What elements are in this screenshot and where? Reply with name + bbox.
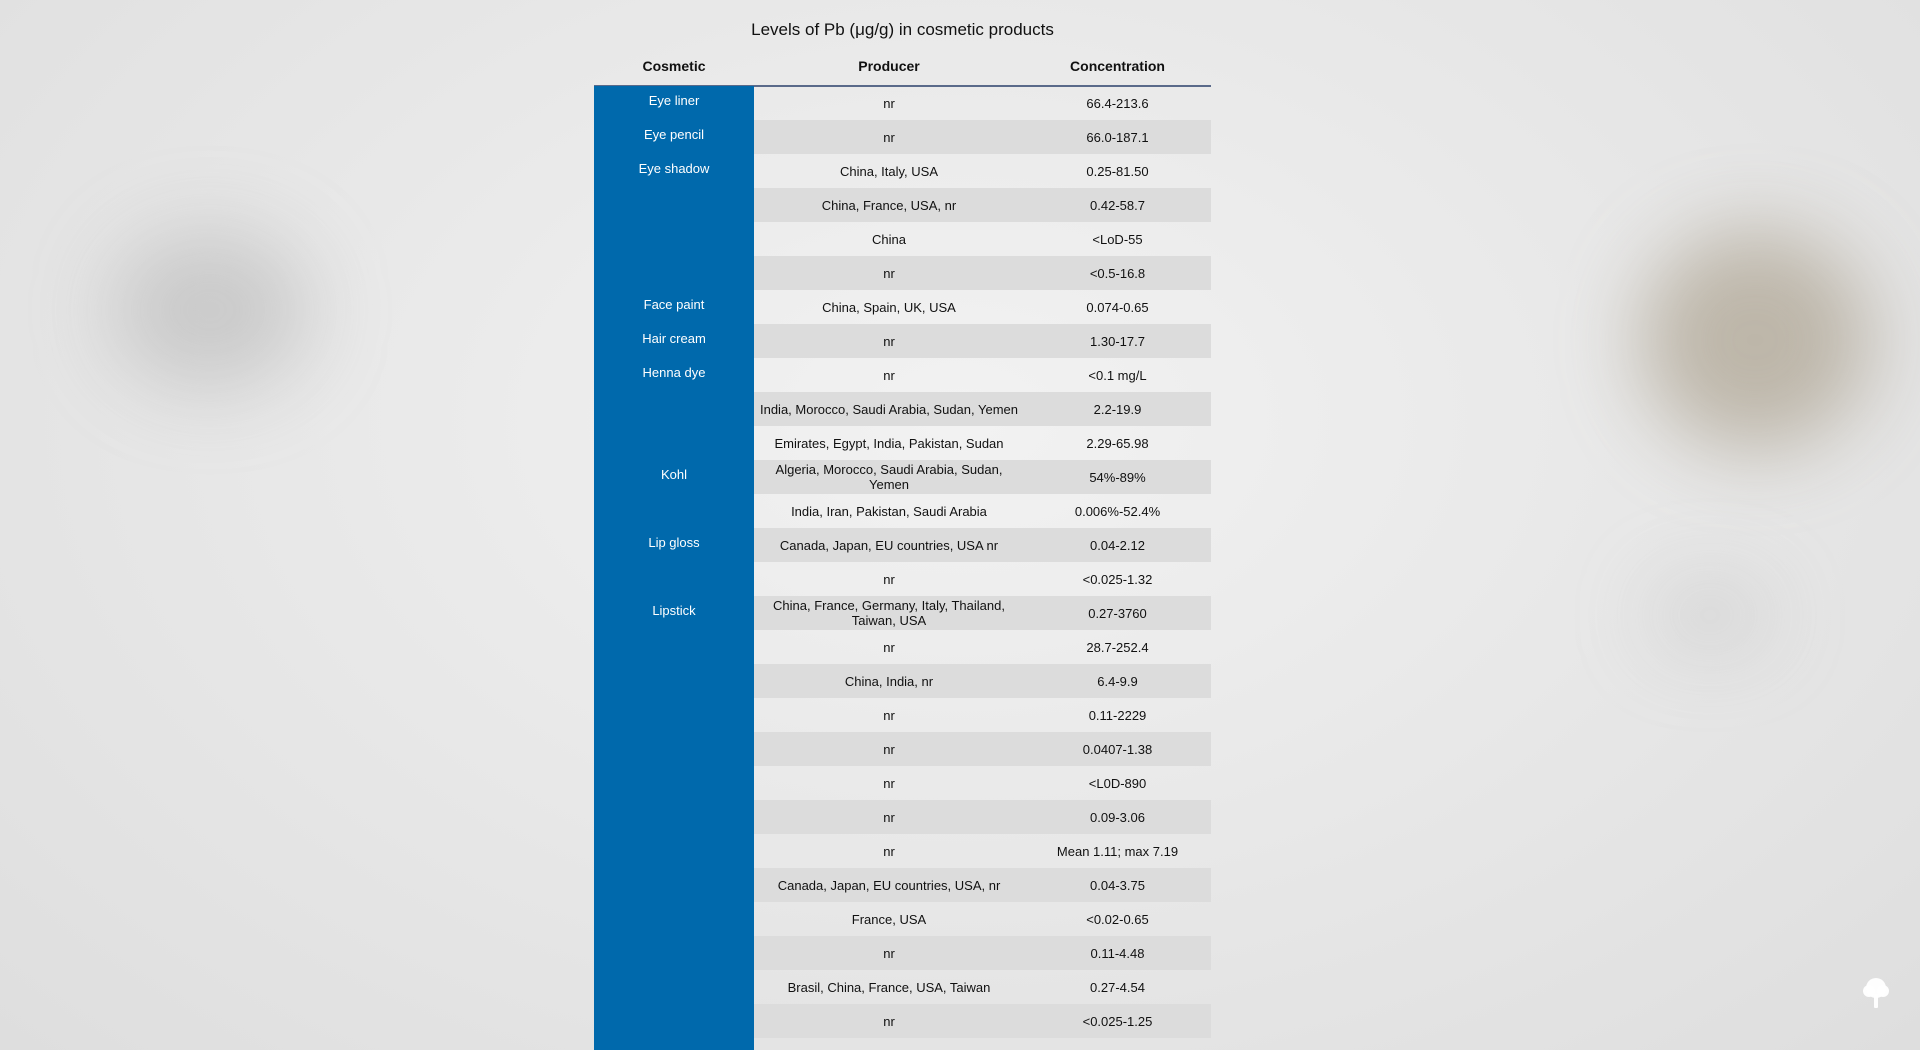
concentration-cell: 2.2-19.9 xyxy=(1093,401,1142,417)
table-row xyxy=(754,256,1211,290)
producer-cell: China, Spain, UK, USA xyxy=(822,299,956,315)
table-row xyxy=(754,290,1211,324)
table-row xyxy=(754,596,1211,630)
cosmetic-face-paint: Face paint xyxy=(643,297,705,312)
producer-cell: Brasil, China, France, USA, Taiwan xyxy=(787,979,991,995)
concentration-cell: <0.025-1.32 xyxy=(1082,571,1153,587)
concentration-cell: 28.7-252.4 xyxy=(1086,639,1149,655)
producer-cell: Canada, Japan, EU countries, USA nr xyxy=(779,537,999,553)
pb-levels-table xyxy=(594,0,1211,1050)
concentration-cell: Mean 1.11; max 7.19 xyxy=(1056,843,1179,859)
table-title: Levels of Pb (μg/g) in cosmetic products xyxy=(751,20,1054,39)
producer-cell: Canada, Japan, EU countries, USA, nr xyxy=(777,877,1001,893)
concentration-cell: <LoD-55 xyxy=(1092,231,1143,247)
background-blur-left xyxy=(110,230,310,390)
producer-cell: nr xyxy=(883,333,895,349)
concentration-cell: 0.42-58.7 xyxy=(1090,197,1145,213)
concentration-cell: 0.09-3.06 xyxy=(1090,809,1145,825)
producer-cell: China, Italy, USA xyxy=(839,163,939,179)
table-row xyxy=(754,732,1211,766)
table-row xyxy=(754,392,1211,426)
cosmetic-hair-cream: Hair cream xyxy=(642,331,706,346)
table-row xyxy=(754,154,1211,188)
table-row xyxy=(754,324,1211,358)
producer-cell: nr xyxy=(883,639,895,655)
concentration-cell: 0.0407-1.38 xyxy=(1082,741,1153,757)
background-blur-right-lower xyxy=(1650,580,1770,650)
producer-cell: nr xyxy=(883,95,895,111)
producer-cell: Algeria, Morocco, Saudi Arabia, Sudan, Yemen xyxy=(775,462,1003,492)
table-row xyxy=(754,222,1211,256)
producer-cell: nr xyxy=(883,265,895,281)
table-row xyxy=(754,834,1211,868)
table-header xyxy=(594,48,1211,87)
concentration-cell: 0.25-81.50 xyxy=(1086,163,1149,179)
producer-cell: France, USA xyxy=(851,911,927,927)
producer-cell: nr xyxy=(883,741,895,757)
concentration-cell: 2.29-65.98 xyxy=(1086,435,1149,451)
table-row xyxy=(754,188,1211,222)
producer-cell: nr xyxy=(883,809,895,825)
cosmetic-lipstick: Lipstick xyxy=(652,603,696,618)
cosmetic-column xyxy=(594,86,754,1050)
cosmetic-lip-gloss: Lip gloss xyxy=(648,535,700,550)
producer-cell: nr xyxy=(883,775,895,791)
cosmetic-eye-pencil: Eye pencil xyxy=(644,127,704,142)
table-row xyxy=(754,630,1211,664)
cosmetic-eye-liner: Eye liner xyxy=(648,93,700,108)
producer-cell: nr xyxy=(883,367,895,383)
producer-cell: nr xyxy=(883,707,895,723)
cosmetic-eye-shadow: Eye shadow xyxy=(638,161,710,176)
concentration-cell: 1.30-17.7 xyxy=(1090,333,1145,349)
table-row xyxy=(754,426,1211,460)
producer-cell: nr xyxy=(883,843,895,859)
producer-cell: nr xyxy=(883,129,895,145)
concentration-cell: 0.27-4.54 xyxy=(1090,979,1145,995)
producer-cell: Emirates, Egypt, India, Pakistan, Sudan xyxy=(774,435,1004,451)
concentration-cell: 0.04-2.12 xyxy=(1090,537,1145,553)
table-body xyxy=(754,86,1211,1038)
concentration-cell: 66.4-213.6 xyxy=(1086,95,1149,111)
header-producer: Producer xyxy=(858,58,920,74)
concentration-cell: 0.006%-52.4% xyxy=(1074,503,1161,519)
concentration-cell: 0.27-3760 xyxy=(1088,605,1147,621)
producer-cell: China, France, USA, nr xyxy=(821,197,957,213)
table-row xyxy=(754,868,1211,902)
header-concentration: Concentration xyxy=(1070,58,1165,74)
producer-cell: China xyxy=(872,231,906,247)
concentration-cell: <0.1 mg/L xyxy=(1088,367,1147,383)
concentration-cell: <0.025-1.25 xyxy=(1082,1013,1153,1029)
table-row xyxy=(754,664,1211,698)
concentration-cell: 6.4-9.9 xyxy=(1097,673,1138,689)
table-row xyxy=(754,562,1211,596)
table-row xyxy=(754,86,1211,120)
producer-cell: China, France, Germany, Italy, Thailand, Taiwan, USA xyxy=(773,598,1005,628)
producer-cell: nr xyxy=(883,945,895,961)
producer-cell: nr xyxy=(883,571,895,587)
table-row xyxy=(754,1004,1211,1038)
table-row xyxy=(754,902,1211,936)
table-row xyxy=(754,528,1211,562)
producer-cell: India, Iran, Pakistan, Saudi Arabia xyxy=(791,503,987,519)
concentration-cell: 0.11-4.48 xyxy=(1090,945,1145,961)
table-row xyxy=(754,800,1211,834)
table-row xyxy=(754,936,1211,970)
background-blur-right xyxy=(1640,230,1870,450)
producer-cell: India, Morocco, Saudi Arabia, Sudan, Yemen xyxy=(759,401,1018,417)
concentration-cell: 0.074-0.65 xyxy=(1086,299,1149,315)
concentration-cell: 66.0-187.1 xyxy=(1086,129,1149,145)
table-row xyxy=(754,358,1211,392)
producer-cell: China, India, nr xyxy=(844,673,934,689)
cosmetic-henna-dye: Henna dye xyxy=(642,365,706,380)
concentration-cell: <L0D-890 xyxy=(1088,775,1147,791)
table-row xyxy=(754,698,1211,732)
table-row xyxy=(754,970,1211,1004)
table-row xyxy=(754,120,1211,154)
concentration-cell: <0.5-16.8 xyxy=(1089,265,1146,281)
concentration-cell: 0.04-3.75 xyxy=(1090,877,1145,893)
table-row xyxy=(754,494,1211,528)
concentration-cell: <0.02-0.65 xyxy=(1086,911,1149,927)
cosmetic-kohl: Kohl xyxy=(660,467,688,482)
concentration-cell: 54%-89% xyxy=(1089,469,1146,485)
table-row xyxy=(754,460,1211,494)
tree-logo-icon xyxy=(1858,974,1894,1010)
header-cosmetic: Cosmetic xyxy=(642,58,706,74)
concentration-cell: 0.11-2229 xyxy=(1088,707,1147,723)
table-row xyxy=(754,766,1211,800)
producer-cell: nr xyxy=(883,1013,895,1029)
